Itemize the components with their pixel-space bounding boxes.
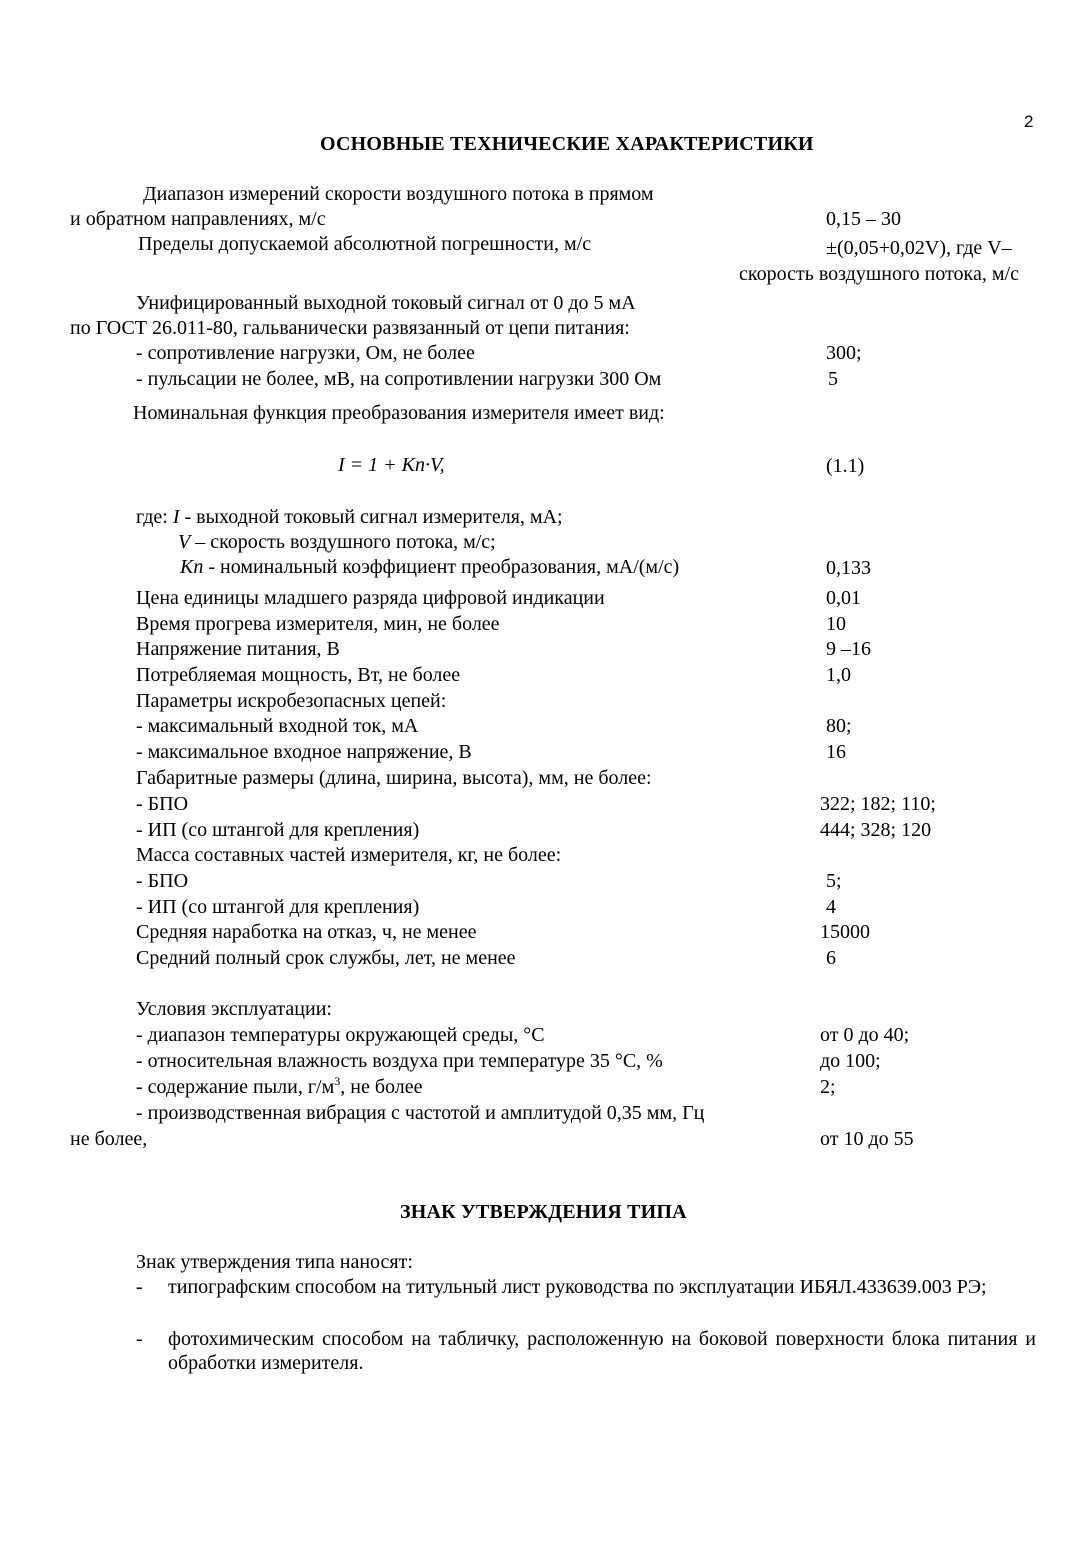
humidity-label: - относительная влажность воздуха при температуре 35 °С, % [136,1050,663,1072]
error-label: Пределы допускаемой абсолютной погрешности, м/с [138,233,592,255]
symbol-v: V [178,531,191,553]
function-intro: Номинальная функция преобразования измерителя имеет вид: [133,402,665,424]
range-label-line1: Диапазон измерений скорости воздушного потока в прямом [143,183,654,205]
dust-label-suffix: , не более [340,1076,423,1098]
spec-label: Потребляемая мощность, Вт, не более [136,664,461,686]
dust-superscript: 3 [334,1074,341,1088]
load-resistance-value: 300; [826,342,862,364]
spec-label: - максимальный входной ток, мА [136,715,419,737]
vibration-line2: не более, [70,1128,148,1150]
where-i-text: - выходной токовый сигнал измерителя, мА; [179,506,563,528]
where-v-text: – скорость воздушного потока, м/с; [190,531,496,553]
approval-intro: Знак утверждения типа наносят: [136,1251,413,1273]
formula: I = 1 + Kn·V, [338,454,445,476]
spec-value: 4 [826,896,836,918]
spec-label: - максимальное входное напряжение, В [136,741,472,763]
temp-label: - диапазон температуры окружающей среды, °С [136,1024,545,1046]
spec-value: 80; [826,715,852,737]
spec-label: Цена единицы младшего разряда цифровой индикации [136,587,605,609]
spec-label: - БПО [136,870,189,892]
page-number: 2 [1024,112,1034,131]
spec-value: 5; [826,870,842,892]
spec-value: 6 [826,947,836,969]
section-title-characteristics: ОСНОВНЫЕ ТЕХНИЧЕСКИЕ ХАРАКТЕРИСТИКИ [320,133,814,155]
spec-label: Средний полный срок службы, лет, не менее [136,947,516,969]
range-label-line2: и обратном направлениях, м/с [70,208,326,230]
spec-value: 9 –16 [826,638,871,660]
spec-value: 1,0 [826,664,851,686]
spec-value: 16 [826,741,846,763]
output-signal-line2: по ГОСТ 26.011-80, гальванически развязанный от цепи питания: [70,317,630,339]
dust-value: 2; [820,1076,836,1098]
spec-value: 444; 328; 120 [820,819,932,841]
error-value-line1: ±(0,05+0,02V), где V– [826,237,1012,259]
spec-label: - БПО [136,793,189,815]
error-value-line2: скорость воздушного потока, м/с [739,263,1019,285]
vibration-value: от 10 до 55 [820,1128,914,1150]
spec-value: 0,01 [826,587,861,609]
approval-bullet-2: - [136,1328,143,1350]
spec-value: 15000 [820,921,870,943]
spec-value: 10 [826,613,846,635]
spec-label: Параметры искробезопасных цепей: [136,690,447,712]
range-value: 0,15 – 30 [826,208,901,230]
approval-item-1: типографским способом на титульный лист руководства по эксплуатации ИБЯЛ.433639.003 РЭ; [168,1276,987,1298]
approval-bullet-1: - [136,1276,143,1298]
spec-label: Масса составных частей измерителя, кг, не более: [136,844,562,866]
section-title-approval: ЗНАК УТВЕРЖДЕНИЯ ТИПА [400,1201,687,1223]
where-i-line [136,505,563,529]
where-v-line [178,530,496,554]
where-kn-text: - номинальный коэффициент преобразования, мА/(м/с) [203,556,680,578]
where-kn-line [180,555,679,579]
temp-value: от 0 до 40; [820,1024,910,1046]
load-resistance-label: - сопротивление нагрузки, Ом, не более [136,342,475,364]
vibration-line1: - производственная вибрация с частотой и амплитудой 0,35 мм, Гц [136,1102,705,1124]
formula-number: (1.1) [826,455,865,477]
kn-value: 0,133 [826,557,871,579]
spec-label: Напряжение питания, В [136,638,340,660]
spec-label: Средняя наработка на отказ, ч, не менее [136,921,477,943]
spec-label: Габаритные размеры (длина, ширина, высота), мм, не более: [136,767,652,789]
output-signal-line1: Унифицированный выходной токовый сигнал от 0 до 5 мА [136,292,636,314]
approval-item-2: фотохимическим способом на табличку, расположенную на боковой поверхности блока питания и обработки измерителя. [168,1328,1036,1374]
ripple-value: 5 [828,368,838,390]
spec-label: Время прогрева измерителя, мин, не более [136,613,500,635]
spec-label: - ИП (со штангой для крепления) [136,896,420,918]
spec-label: - ИП (со штангой для крепления) [136,819,420,841]
humidity-value: до 100; [820,1050,881,1072]
symbol-i: I [172,506,180,528]
symbol-kn: Kn [180,556,204,578]
dust-label [136,1075,422,1099]
where-prefix: где: [136,506,168,528]
spec-value: 322; 182; 110; [820,793,936,815]
ripple-label: - пульсации не более, мВ, на сопротивлении нагрузки 300 Ом [136,368,662,390]
dust-label-text: - содержание пыли, г/м [136,1076,335,1098]
conditions-title: Условия эксплуатации: [136,998,332,1020]
